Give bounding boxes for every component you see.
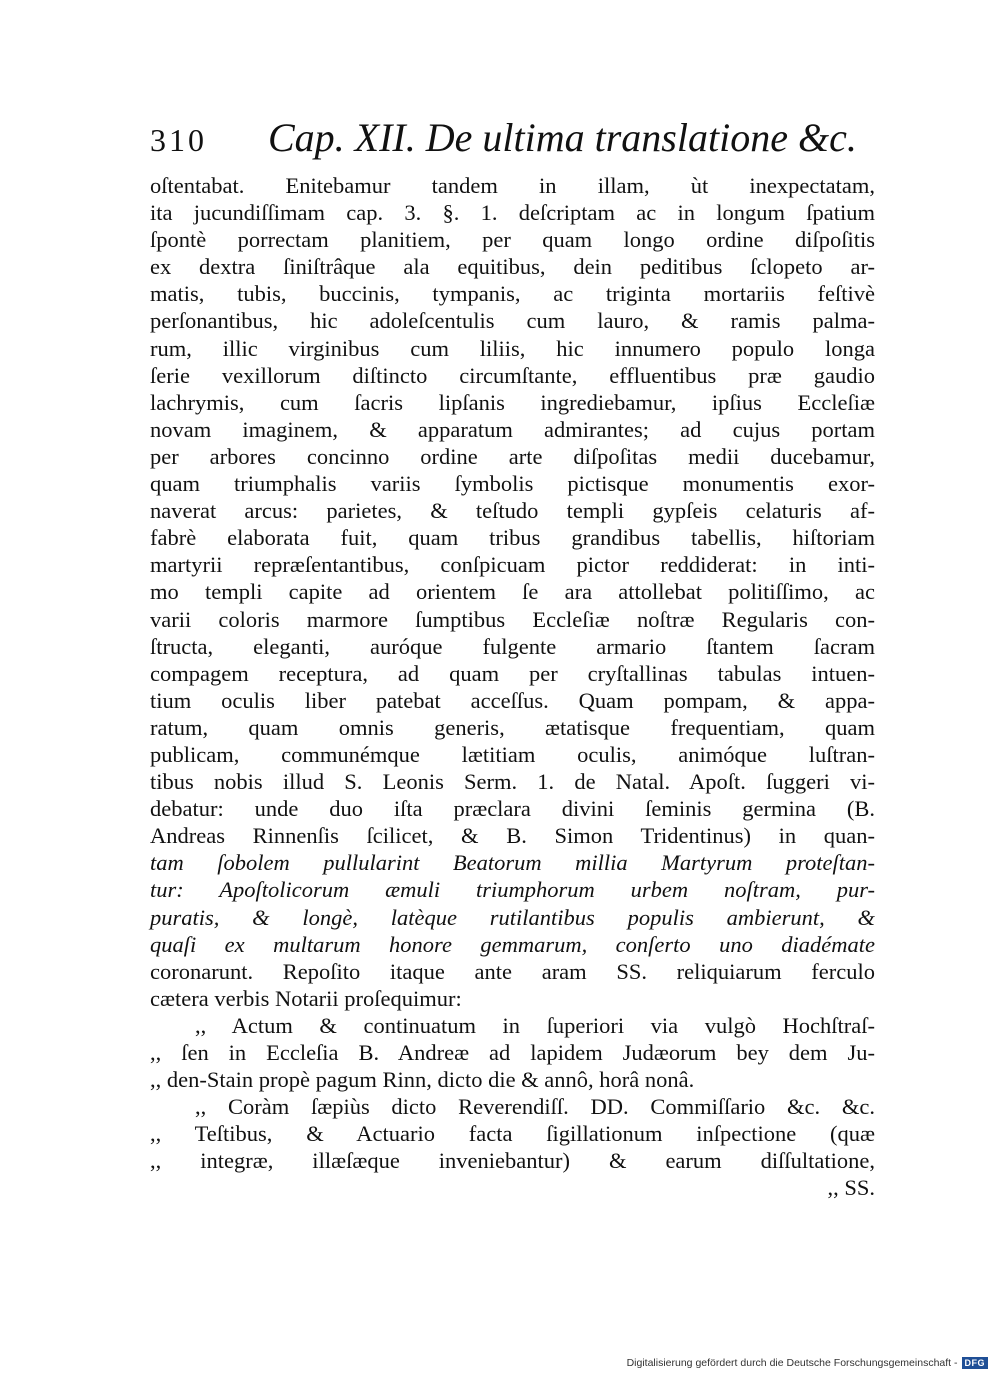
text-line: tur: Apoſtolicorum æmuli triumphorum urbem noſtram, pur- — [150, 877, 875, 903]
page-header — [150, 112, 870, 160]
text-line: ,, ſen in Eccleſia B. Andreæ ad lapidem Judæorum bey dem Ju- — [150, 1040, 875, 1065]
text-line: quam triumphalis variis ſymbolis pictisque monumentis exor- — [150, 471, 875, 497]
text-line: mo templi capite ad orientem ſe ara attollebat politiſſimo, ac — [150, 579, 875, 605]
text-line: martyrii repræſentantibus, conſpicuam pictor reddiderat: in inti- — [150, 552, 875, 578]
text-line: lachrymis, cum ſacris lipſanis ingrediebamur, ipſius Eccleſiæ — [150, 389, 875, 415]
text-line: ſtructa, eleganti, auróque fulgente armario ſtantem ſacram — [150, 633, 875, 659]
text-line: oſtentabat. Enitebamur tandem in illam, ùt inexpectatam, — [150, 173, 875, 198]
text-line: perſonantibus, hic adoleſcentulis cum lauro, & ramis palma- — [150, 308, 875, 334]
text-line: ex dextra ſiniſtrâque ala equitibus, dein peditibus ſclopeto ar- — [150, 254, 875, 280]
text-line: publicam, communémque lætitiam oculis, animóque luſtran- — [150, 741, 875, 767]
text-line: quaſi ex multarum honore gemmarum, conſerto uno diadémate — [150, 931, 875, 957]
body-text — [150, 172, 875, 1202]
text-line: Andreas Rinnenſis ſcilicet, & B. Simon Tridentinus) in quan- — [150, 823, 875, 849]
text-line: compagem receptura, ad quam per cryſtallinas tabulas intuen- — [150, 660, 875, 686]
text-line: coronarunt. Repoſito itaque ante aram SS. reliquiarum ferculo — [150, 958, 875, 984]
text-line: ſpontè porrectam planitiem, per quam longo ordine diſpoſitis — [150, 227, 875, 253]
text-line: tam ſobolem pullularint Beatorum millia Martyrum proteſtan- — [150, 850, 875, 876]
text-line: ſerie vexillorum diſtincto circumſtante, effluentibus præ gaudio — [150, 362, 875, 388]
text-line: naverat arcus: parietes, & teſtudo templi gypſeis celaturis af- — [150, 498, 875, 524]
text-line: ,, Coràm ſæpiùs dicto Reverendiſſ. DD. Commiſſario &c. &c. — [195, 1094, 875, 1120]
text-line: ,, Teſtibus, & Actuario facta ſigillationum inſpectione (quæ — [150, 1121, 875, 1147]
text-line: debatur: unde duo iſta præclara divini ſeminis germina (B. — [150, 796, 875, 822]
text-line: matis, tubis, buccinis, tympanis, ac triginta mortariis feſtivè — [150, 281, 875, 307]
text-line: varii coloris marmore ſumptibus Eccleſiæ noſtræ Regularis con- — [150, 606, 875, 632]
text-line: puratis, & longè, latèque rutilantibus populis ambierunt, & — [150, 904, 875, 930]
digitization-note: Digitalisierung gefördert durch die Deutsche Forschungsgemeinschaft - — [626, 1357, 958, 1369]
text-line: cætera verbis Notarii proſequimur: — [150, 985, 462, 1011]
text-line: per arbores concinno ordine arte diſpoſitas medii ducebamur, — [150, 443, 875, 469]
text-line: ,, den-Stain propè pagum Rinn, dicto die & annô, horâ nonâ. — [150, 1067, 695, 1093]
text-line: ita jucundiſſimam cap. 3. §. 1. deſcriptam ac in longum ſpatium — [150, 200, 875, 226]
text-line: fabrè elaborata fuit, quam tribus grandibus tabellis, hiſtoriam — [150, 525, 875, 551]
digitization-footer — [627, 1356, 988, 1370]
text-line: ,, integræ, illæſæque inveniebantur) & earum diſſultatione, — [150, 1148, 875, 1174]
running-title: Cap. XII. De ultima translatione &c. — [268, 115, 857, 160]
text-line: tibus nobis illud S. Leonis Serm. 1. de Natal. Apoſt. ſuggeri vi- — [150, 769, 875, 795]
page-number: 310 — [150, 122, 207, 158]
text-line: ,, Actum & continuatum in ſuperiori via vulgò Hochſtraſ- — [195, 1012, 875, 1038]
text-line: rum, illic virginibus cum liliis, hic innumero populo longa — [150, 335, 875, 361]
text-line: ,, SS. — [827, 1175, 875, 1201]
dfg-logo-icon: DFG — [962, 1357, 989, 1369]
text-line: ratum, quam omnis generis, ætatisque frequentiam, quam — [150, 714, 875, 740]
text-line: novam imaginem, & apparatum admirantes; ad cujus portam — [150, 416, 875, 442]
text-line: tium oculis liber patebat acceſſus. Quam pompam, & appa- — [150, 687, 875, 713]
